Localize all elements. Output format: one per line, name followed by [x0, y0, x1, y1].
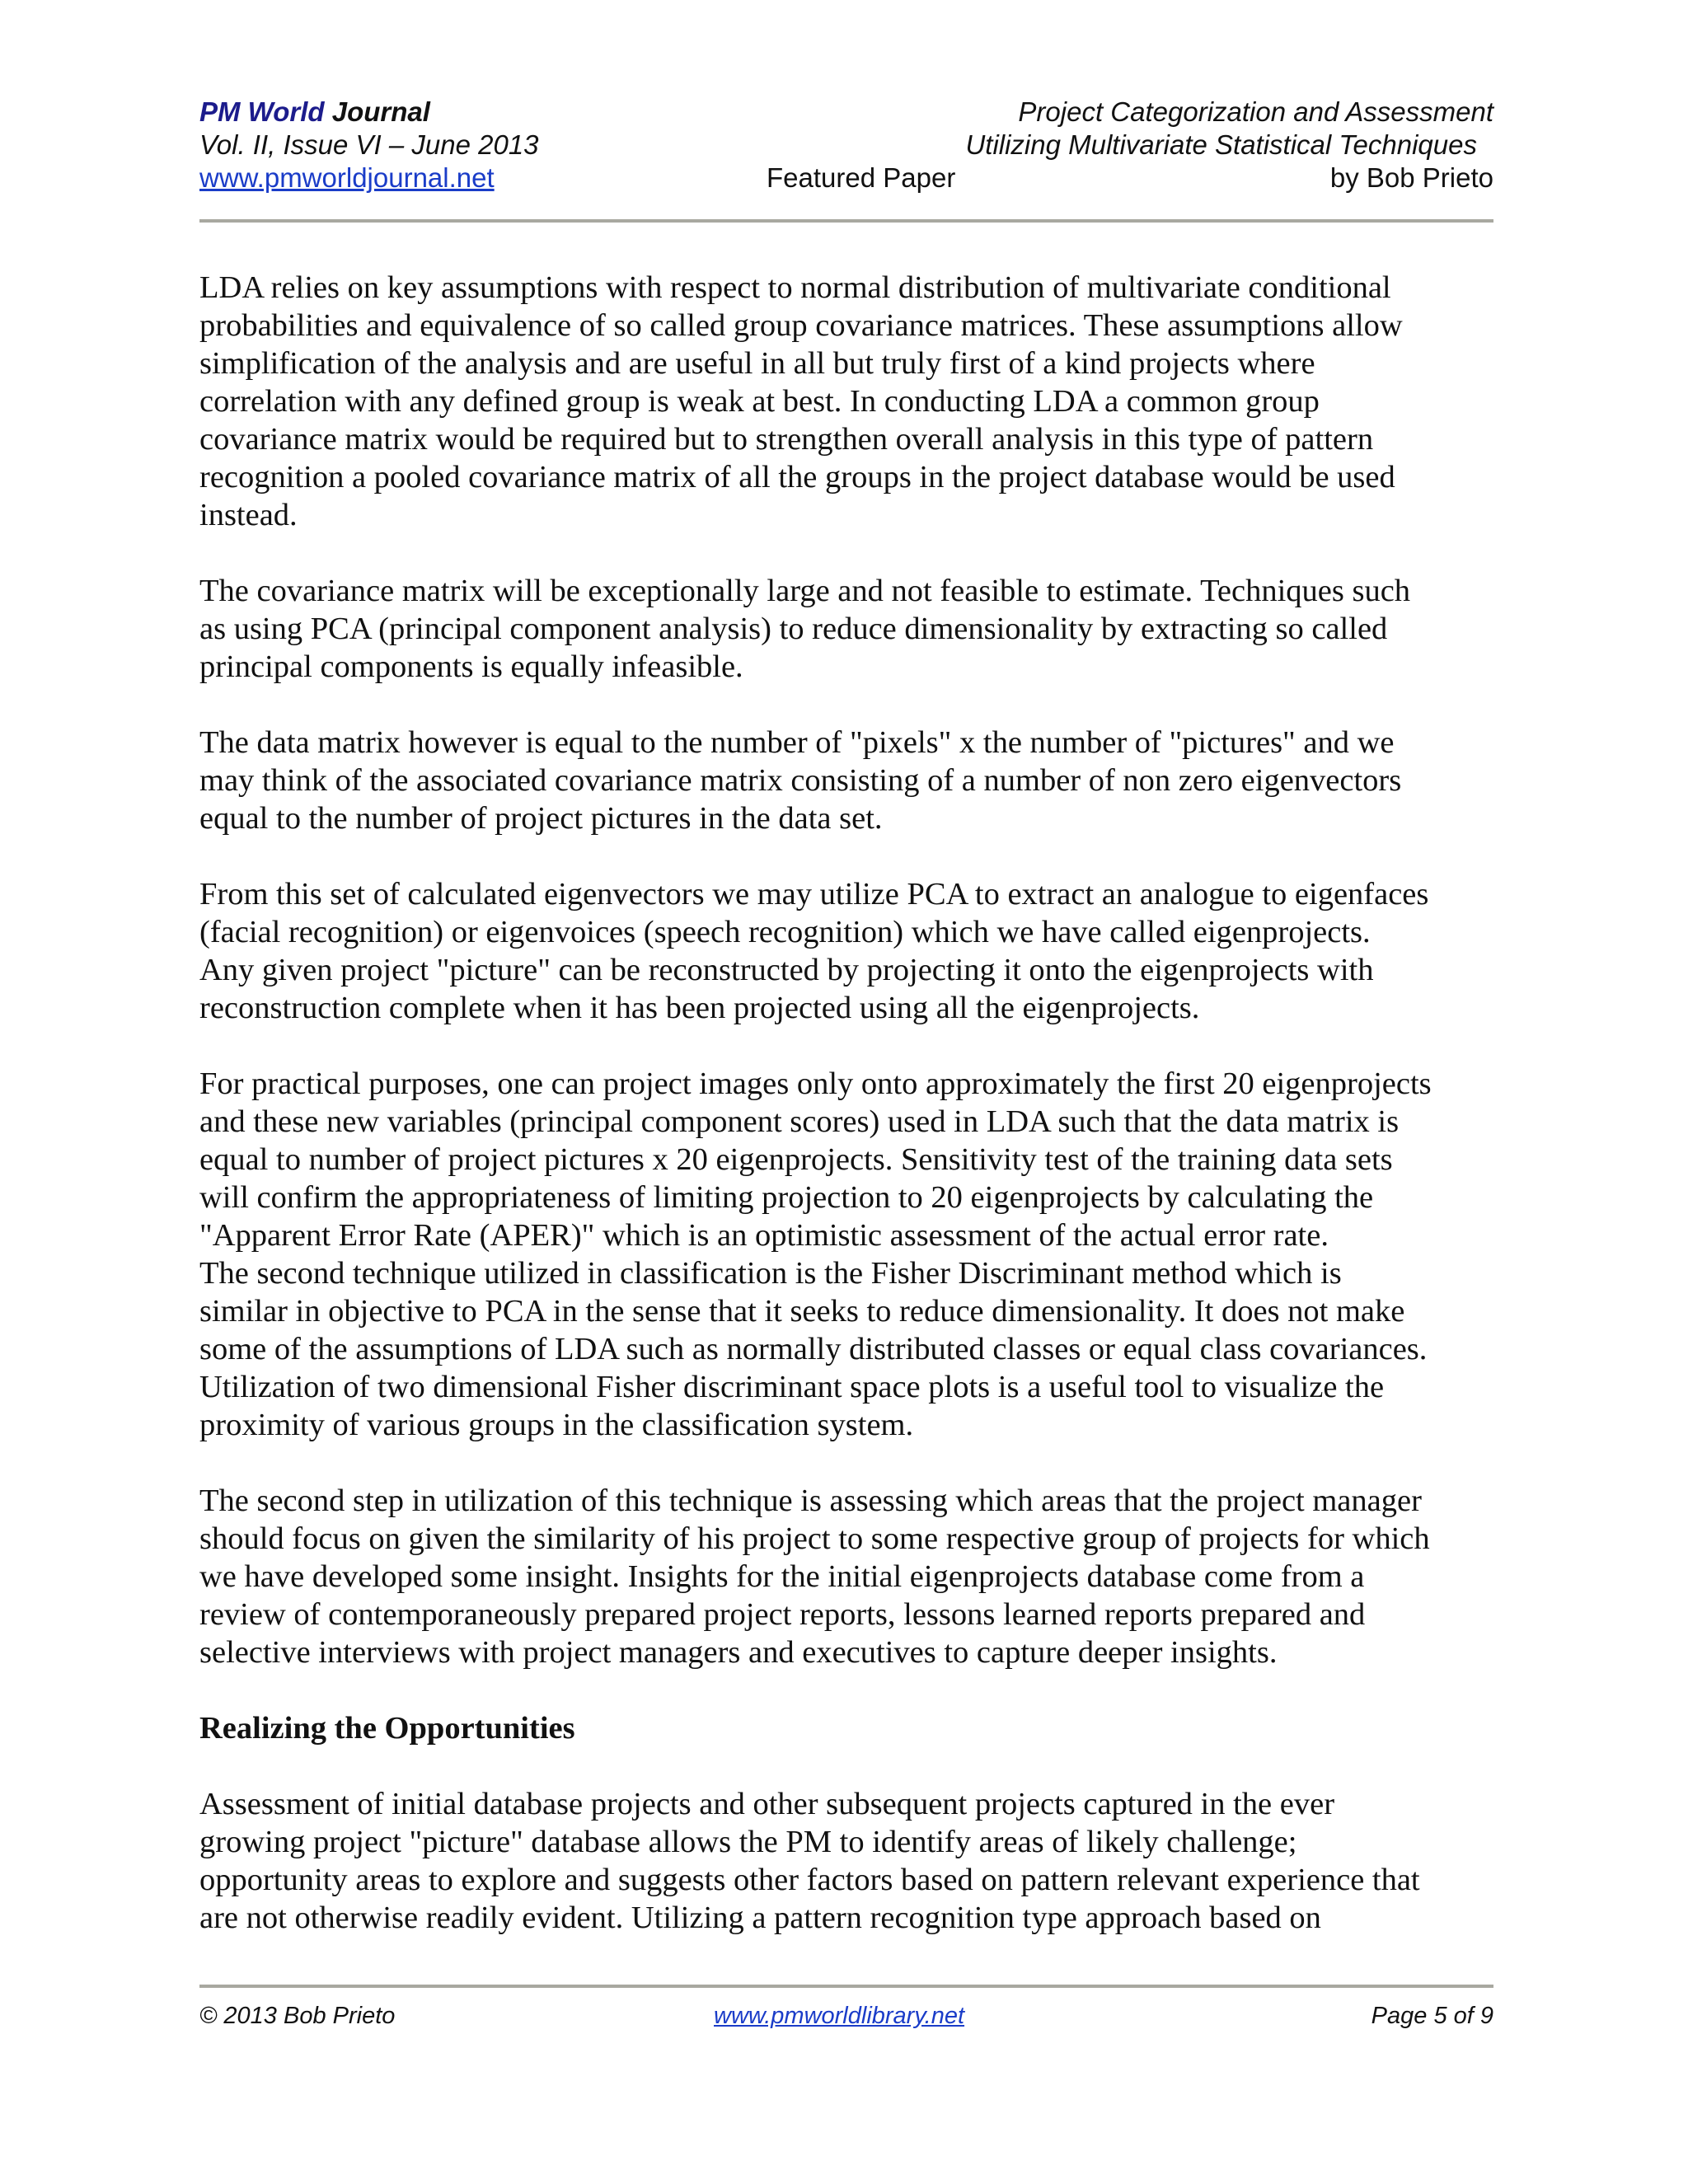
- header-divider: [199, 219, 1493, 223]
- author-byline: by Bob Prieto: [1329, 162, 1493, 193]
- issue-info: Vol. II, Issue VI – June 2013: [199, 129, 539, 160]
- copyright-notice: © 2013 Bob Prieto: [199, 2003, 396, 2029]
- section-label: Featured Paper: [767, 162, 956, 193]
- paper-title-line-2: Utilizing Multivariate Statistical Techniques: [965, 129, 1477, 160]
- page-footer: [199, 2001, 1493, 2031]
- header-row-2: [199, 129, 1493, 162]
- journal-website-link[interactable]: www.pmworldjournal.net: [199, 162, 495, 193]
- paragraph-assessment: Assessment of initial database projects and other subsequent projects captured in the ever growing project "picture" database allows the PM to identify areas of likely challenge; opportunity areas to explore and suggests other factors based on pattern relevant experience that are not otherwise readily evident. Utilizing a pattern recognition type approach based on: [199, 1787, 1420, 1935]
- header-row-3: [199, 162, 1493, 194]
- paragraph-eigenprojects: From this set of calculated eigenvectors we may utilize PCA to extract an analogue to eigenfaces (facial recognition) or eigenvoices (speech recognition) which we have called eigenprojects. Any given project "picture" can be reconstructed by projecting it onto the eigenprojects with reconstruction complete when it has been projected using all the eigenprojects.: [199, 877, 1429, 1025]
- paper-title-line-1: Project Categorization and Assessment: [1018, 96, 1493, 127]
- paragraph-fisher-discriminant: The second technique utilized in classification is the Fisher Discriminant method which is similar in objective to PCA in the sense that it seeks to reduce dimensionality. It does not make some of the assumptions of LDA such as normally distributed classes or equal class covariances. Utilization of two dimensional Fisher discriminant space plots is a useful tool to visualize the proximity of various groups in the classification system.: [199, 1256, 1428, 1442]
- journal-name-journal: Journal: [324, 96, 430, 127]
- library-link[interactable]: www.pmworldlibrary.net: [714, 2003, 965, 2029]
- paragraph-second-step: The second step in utilization of this technique is assessing which areas that the project manager should focus on given the similarity of his project to some respective group of projects for which we have developed some insight. Insights for the initial eigenprojects database come from a review of contemporaneously prepared project reports, lessons learned reports prepared and selective interviews with project managers and executives to capture deeper insights.: [199, 1483, 1430, 1670]
- page-number: Page 5 of 9: [1371, 2003, 1493, 2029]
- paragraph-lda-assumptions: LDA relies on key assumptions with respect to normal distribution of multivariate conditional probabilities and equivalence of so called group covariance matrices. These assumptions allow simplification of the analysis and are useful in all but truly first of a kind projects where correlation with any defined group is weak at best. In conducting LDA a common group covariance matrix would be required but to strengthen overall analysis in this type of pattern recognition a pooled covariance matrix of all the groups in the project database would be used instead.: [199, 270, 1403, 532]
- section-heading: Realizing the Opportunities: [199, 1711, 575, 1746]
- paragraph-covariance-matrix: The covariance matrix will be exceptionally large and not feasible to estimate. Techniques such as using PCA (principal component analysis) to reduce dimensionality by extracting so called principal components is equally infeasible.: [199, 574, 1411, 684]
- header-row-1: [199, 96, 1493, 129]
- journal-name-pm-world: PM World: [199, 96, 325, 127]
- page-header: [199, 96, 1493, 194]
- paragraph-data-matrix: The data matrix however is equal to the number of "pixels" x the number of "pictures" and we may think of the associated covariance matrix consisting of a number of non zero eigenvectors equal to the number of project pictures in the data set.: [199, 725, 1402, 836]
- paragraph-practical-purposes: For practical purposes, one can project images only onto approximately the first 20 eigenprojects and these new variables (principal component scores) used in LDA such that the data matrix is equal to number of project pictures x 20 eigenprojects. Sensitivity test of the training data sets will confirm the appropriateness of limiting projection to 20 eigenprojects by calculating the "Apparent Error Rate (APER)" which is an optimistic assessment of the actual error rate.: [199, 1066, 1432, 1253]
- footer-divider: [199, 1985, 1493, 1988]
- journal-name: [199, 96, 430, 129]
- article-body: [199, 269, 1502, 1937]
